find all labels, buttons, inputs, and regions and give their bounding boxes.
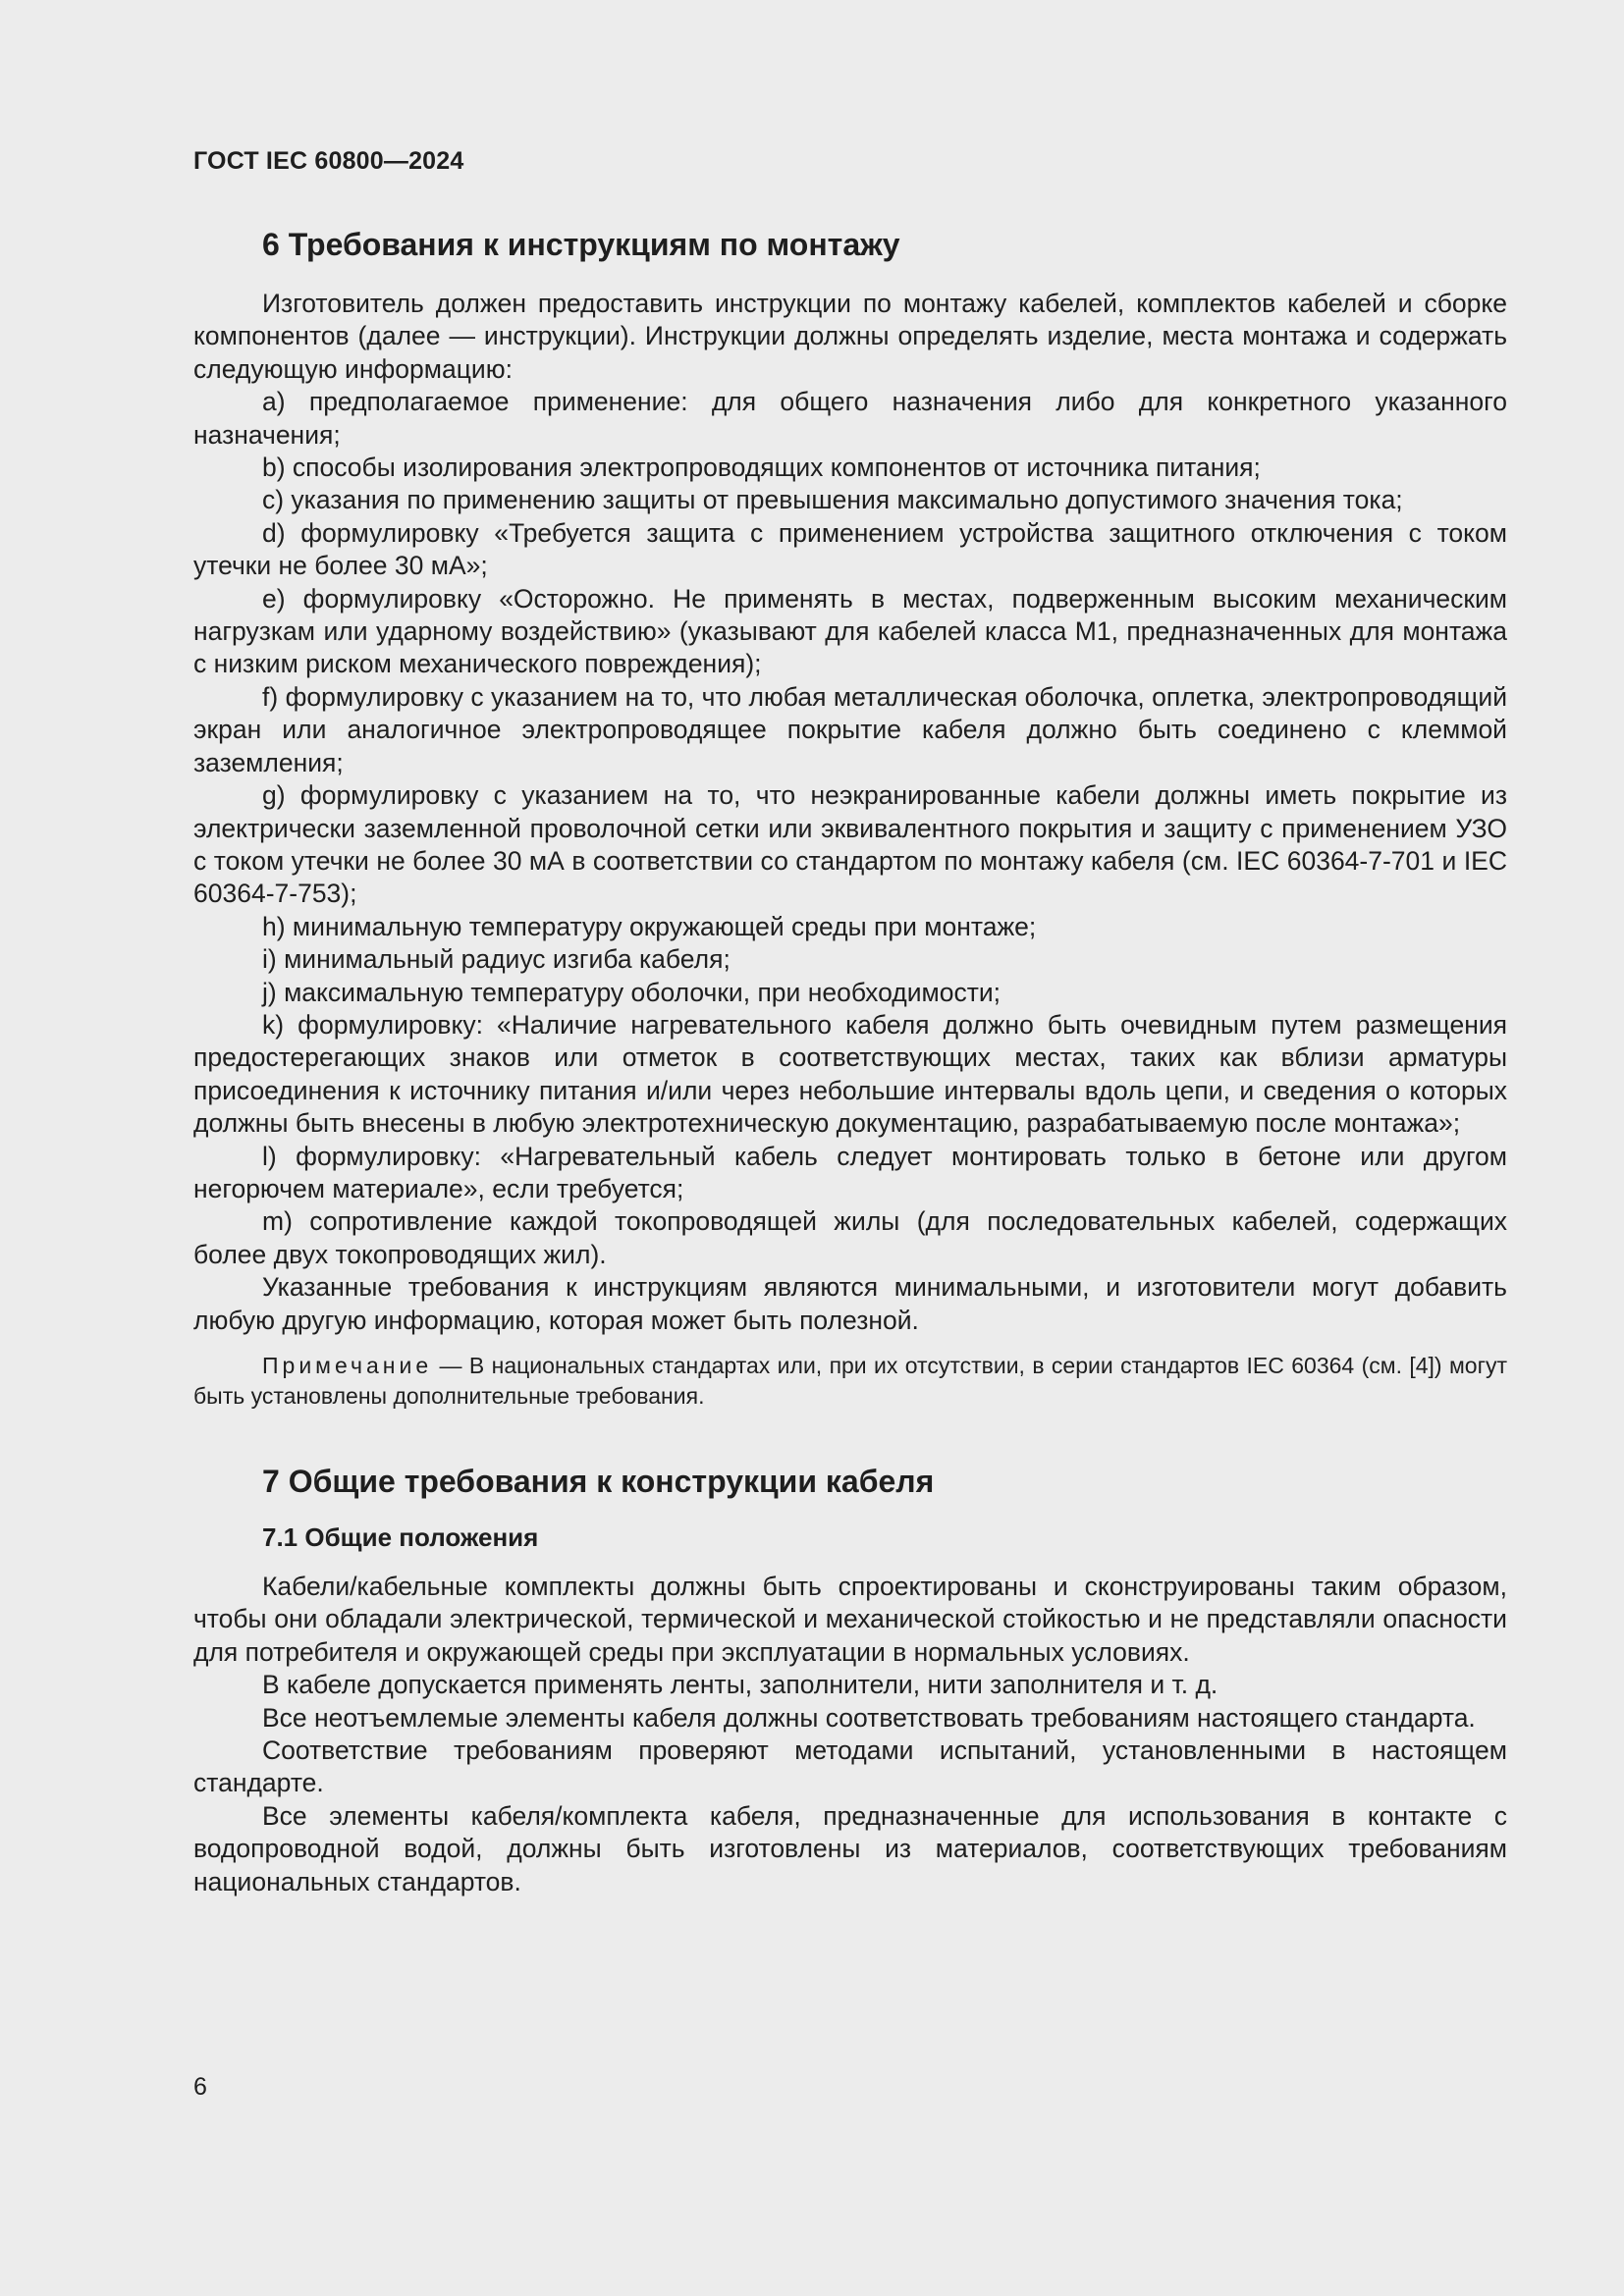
section-6-closing: Указанные требования к инструкциям являются минимальными, и изготовители могут добавить любую другую информацию, которая может быть полезной. xyxy=(193,1272,1507,1335)
list-item-d: d) формулировку «Требуется защита с применением устройства защитного отключения с током утечки не более 30 мА»; xyxy=(193,517,1507,581)
note xyxy=(193,1351,1507,1412)
list-item-c: c) указания по применению защиты от превышения максимально допустимого значения тока; xyxy=(262,485,1403,515)
page-content xyxy=(193,224,1507,1898)
section-7-paragraph: Кабели/кабельные комплекты должны быть спроектированы и сконструированы таким образом, чтобы они обладали электрической, термической и механической стойкостью и не представляли опасности для потребителя и окружающей среды при эксплуатации в нормальных условиях. xyxy=(193,1572,1507,1667)
section-6-intro: Изготовитель должен предоставить инструкции по монтажу кабелей, комплектов кабелей и сборке компонентов (далее — инструкции). Инструкции должны определять изделие, места монтажа и содержать следующую информацию: xyxy=(193,289,1507,384)
section-6-title: 6 Требования к инструкциям по монтажу xyxy=(262,227,900,262)
note-label: Примечание xyxy=(262,1353,433,1378)
list-item-b: b) способы изолирования электропроводящих компонентов от источника питания; xyxy=(262,453,1261,483)
list-item-h: h) минимальную температуру окружающей среды при монтаже; xyxy=(262,911,1037,941)
list-item-f: f) формулировку с указанием на то, что любая металлическая оболочка, оплетка, электропроводящий экран или аналогичное электропроводящее покрытие кабеля должно быть соединено с клеммой заземления; xyxy=(193,681,1507,777)
list-item-l: l) формулировку: «Нагревательный кабель следует монтировать только в бетоне или другом негорючем материале», если требуется; xyxy=(193,1141,1507,1203)
list-item-e: e) формулировку «Осторожно. Не применять в местах, подверженным высоким механическим нагрузкам или ударному воздействию» (указывают для кабелей класса M1, предназначенных для монтажа с низким риском механического повреждения); xyxy=(193,583,1507,679)
page-number: 6 xyxy=(193,2073,207,2101)
section-7-paragraph: Все неотъемлемые элементы кабеля должны соответствовать требованиям настоящего стандарта. xyxy=(262,1702,1476,1733)
note-text: — В национальных стандартах или, при их отсутствии, в серии стандартов IEC 60364 (см. [4]) могут быть установлены дополнительные требования. xyxy=(193,1353,1507,1409)
section-7-paragraph: В кабеле допускается применять ленты, заполнители, нити заполнителя и т. д. xyxy=(262,1670,1218,1700)
list-item-a: a) предполагаемое применение: для общего назначения либо для конкретного указанного назначения; xyxy=(193,387,1507,450)
list-item-j: j) максимальную температуру оболочки, при необходимости; xyxy=(262,977,1001,1007)
section-7-title: 7 Общие требования к конструкции кабеля xyxy=(262,1464,935,1499)
list-item-g: g) формулировку с указанием на то, что неэкранированные кабели должны иметь покрытие из электрически заземленной проволочной сетки или эквивалентного покрытия и защиту с применением УЗО с током утечки не более 30 мА в соответствии со стандартом по монтажу кабеля (см. IEC 60364-7-701 и IEC 60364-7-753); xyxy=(193,780,1507,909)
document-header: ГОСТ IEC 60800—2024 xyxy=(193,147,464,175)
list-item-k: k) формулировку: «Наличие нагревательного кабеля должно быть очевидным путем размещения предостерегающих знаков или отметок в соответствующих местах, таких как вблизи арматуры присоединения к источнику питания и/или через небольшие интервалы вдоль цепи, и сведения о которых должны быть внесены в любую электротехническую документацию, разрабатываемую после монтажа»; xyxy=(193,1009,1507,1139)
section-7-paragraph: Все элементы кабеля/комплекта кабеля, предназначенные для использования в контакте с водопроводной водой, должны быть изготовлены из материалов, соответствующих требованиям национальных стандартов. xyxy=(193,1800,1507,1896)
list-item-m: m) сопротивление каждой токопроводящей жилы (для последовательных кабелей, содержащих более двух токопроводящих жил). xyxy=(193,1206,1507,1269)
list-item-i: i) минимальный радиус изгиба кабеля; xyxy=(262,944,731,975)
subsection-7-1-title: 7.1 Общие положения xyxy=(262,1522,539,1552)
section-7-paragraph: Соответствие требованиям проверяют методами испытаний, установленными в настоящем стандарте. xyxy=(193,1735,1507,1798)
